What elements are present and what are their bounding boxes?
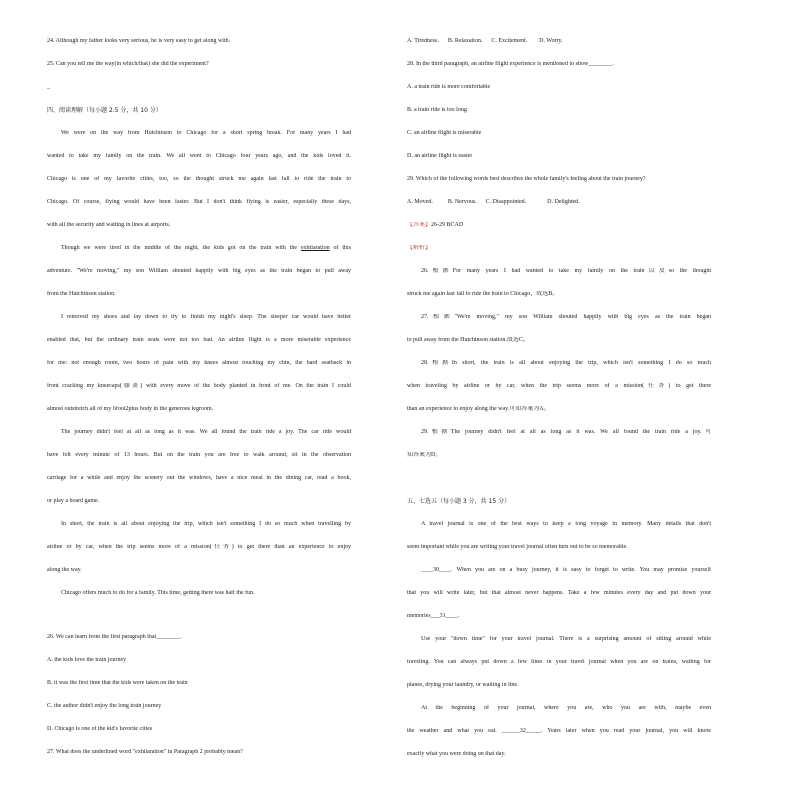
- passage-line: along the way.: [47, 567, 82, 573]
- passage-line: front cracking my kneecaps(膝盖) with every move of the body planted in front of me. On the train I could: [47, 383, 351, 389]
- s5-line: seem important while you are writing your travel journal often turn out to be so memorable.: [407, 544, 628, 550]
- passage-line: carriage for a while and enjoy the scenery out the windows, have a nice meal in the dining car, read a book,: [47, 475, 351, 481]
- passage-line: adventure. "We're moving," my son William shouted happily with big eyes as the train began to pull away: [47, 268, 351, 274]
- passage-line: have felt every minute of 13 hours. But on the train you are free to walk around, sit in the observation: [47, 452, 351, 458]
- analysis-line: than an experience to enjoy along the way.可知答案为A。: [407, 406, 550, 412]
- s5-line: A travel journal is one of the best ways to keep a long voyage in memory. Many details that don't: [421, 521, 711, 527]
- passage-line: wanted to take my family on the train. We all went to Chicago four years ago, and the kids loved it.: [47, 153, 351, 159]
- section4-title: 四、阅读理解（每小题 2.5 分，共 10 分）: [47, 107, 162, 114]
- passage-line: We were on the way from Hutchinson to Chicago for a short spring break. For many years I had: [61, 130, 351, 136]
- option-26d: D. Chicago is one of the kid's favorite cities: [47, 726, 153, 732]
- passage-line: Chicago offers much to do for a family. This time, getting there was half the fun.: [61, 590, 255, 596]
- dash-mark: _: [47, 84, 50, 90]
- s5-line: Use your "down time" for your travel journal. There is a surprising amount of sitting around while: [421, 636, 711, 642]
- passage-line-exhilaration: Though we were tired in the middle of the night, the kids got on the train with the exhilaration of this: [61, 245, 351, 251]
- underlined-word-exhilaration: exhilaration: [300, 245, 330, 251]
- section5-title: 五、七选五（每小题 3 分，共 15 分）: [407, 498, 511, 505]
- analysis-line: 27.根据"We're moving," my son William shouted happily with big eyes as the train began: [421, 314, 711, 320]
- analysis-line: 知答案为D。: [407, 452, 442, 458]
- passage-line: with all the security and waiting in lines at airports.: [47, 222, 171, 228]
- analysis-line: struck me again last fall to ride the train to Chicago，故选B。: [407, 291, 559, 297]
- passage-line: In short, the train is all about enjoying the trip, which isn't something I do so much when travelling by: [61, 521, 351, 527]
- passage-line: from the Hutchinson station.: [47, 291, 116, 297]
- answer-tag: 【答案】: [407, 222, 432, 228]
- passage-line: I removed my shoes and lay down to try to finish my night's sleep. The sleeper car would have better: [61, 314, 351, 320]
- q24-sentence: 24. Although my father looks very serious, he is very easy to get along with.: [47, 38, 231, 44]
- passage-line: or play a board game.: [47, 498, 100, 504]
- analysis-line: 29.根据The journey didn't feel at all as long as it was. We all found the train ride a joy.可: [421, 429, 711, 435]
- option-26a: A. the kids love the train journey: [47, 657, 127, 663]
- passage-line: Chicago. Of course, flying would have been faster. But I don't think flying is easier, especially these days,: [47, 199, 351, 205]
- passage-line: airline or by car, when the trip seems more of a mission(任务) to get there than an experience to enjoy: [47, 544, 351, 550]
- s5-line: At the beginning of your journal, where you are, who you are with, maybe even: [421, 705, 711, 711]
- s5-line-blank-31: memories___31____.: [407, 613, 460, 619]
- question-27: 27. What does the underlined word "exhilaration" in Paragraph 2 probably mean?: [47, 749, 243, 755]
- option-28a: A. a train ride is more comfortable: [407, 84, 491, 90]
- analysis-line: 26.根据For many years I had wanted to take my family on the train以及so the thought: [421, 268, 711, 274]
- question-29-options: A. Moved. B. Nervous. C. Disappointed. D. Delighted.: [407, 199, 580, 205]
- analysis-line: 28.根据In short, the train is all about enjoying the trip, which isn't something I do so much: [421, 360, 711, 366]
- option-26c: C. the author didn't enjoy the long train journey: [47, 703, 162, 709]
- option-26b: B. it was the first time that the kids were taken on the train: [47, 680, 188, 686]
- analysis-line: to pull away from the Hutchinson station.故选C。: [407, 337, 529, 343]
- s5-line: that you will write later, but that almost never happens. Take a few minutes every day and put down your: [407, 590, 711, 596]
- option-28d: D. an airline flight is easier: [407, 153, 473, 159]
- question-28: 28. In the third paragraph, an airline flight experience is mentioned to show________.: [407, 61, 614, 67]
- analysis-tag: 【解析】: [407, 245, 432, 251]
- option-28b: B. a train ride is too long: [407, 107, 467, 113]
- passage-line: enabled that, but the ordinary train seats were not too bad. An airline flight is a more miserable experience: [47, 337, 351, 343]
- s5-line: planes, drying your laundry, or waiting in line.: [407, 682, 519, 688]
- question-26: 26. We can learn from the first paragraph that________.: [47, 634, 182, 640]
- option-28c: C. an airline flight is miserable: [407, 130, 482, 136]
- q25-sentence: 25. Can you tell me the way(in which/that) she did the experiment?: [47, 61, 209, 67]
- s5-line-blank-30: ____30____. When you are on a busy journey, it is easy to forget to write. You may promise yourself: [421, 567, 711, 573]
- analysis-line: when traveling by airline or by car, when the trip seems more of a mission(任务) to get there: [407, 383, 711, 389]
- s5-line-blank-32: the weather and what you eat. ______32_____. Years later when you read your journal, you will know: [407, 728, 711, 734]
- s5-line: traveling. You can always put down a few lines in your travel journal when you are on trains, waiting for: [407, 659, 711, 665]
- answer-line: [407, 222, 463, 229]
- s5-line: exactly what you were doing on that day.: [407, 751, 506, 757]
- passage-line: The journey didn't feel at all as long as it was. We all found the train ride a joy. The car ride would: [61, 429, 351, 435]
- answer-text: 26-29 BCAD: [431, 222, 464, 228]
- passage-line: Chicago is one of my favorite cities, too, so the thought struck me again last fall to ride the train to: [47, 176, 351, 182]
- passage-line: almost outstretch all of my 6foot2plus body in the generous legroom.: [47, 406, 214, 412]
- question-29: 29. Which of the following words best describes the whole family's feeling about the train journey?: [407, 176, 646, 182]
- passage-line: for me: not enough room, two hours of pain with my knees almost touching my chin, the hard seatback in: [47, 360, 351, 366]
- question-27-options: A. Tiredness. B. Relaxation. C. Excitement. D. Worry.: [407, 38, 563, 44]
